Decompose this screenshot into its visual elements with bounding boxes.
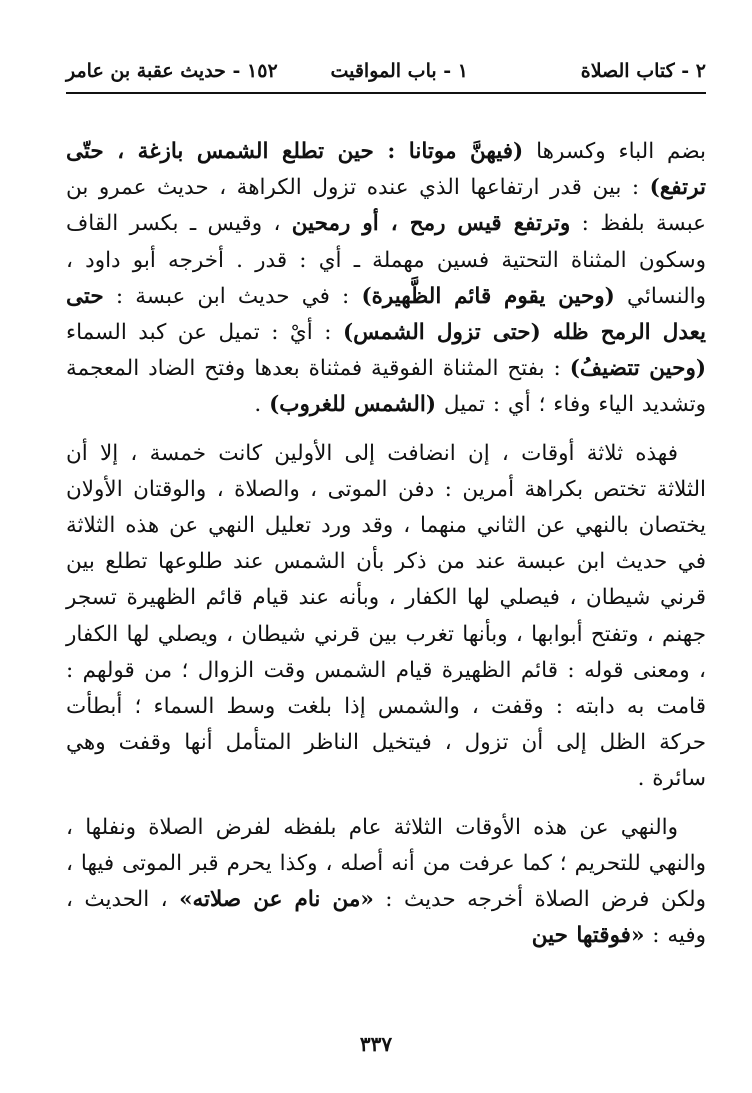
bold-quote: (فيهنَّ موتانا : حين تطلع الشمس بازغة ، حتّى ترتفع) [66, 139, 706, 201]
paragraph-2 [66, 436, 706, 798]
header-chapter: ٢ - كتاب الصلاة [580, 60, 706, 82]
bold-quote: (وحين تتضيفُ) [569, 356, 707, 382]
bold-quote: (وحين يقوم قائم الظَّهيرة) [361, 283, 615, 309]
text-run: ، الحديث ، وفيه : [66, 887, 706, 949]
header-hadith: ١٥٢ - حديث عقبة بن عامر [66, 60, 278, 82]
text-run: : بين قدر ارتفاعها الذي عنده تزول الكراهة ، حديث عمرو بن عبسة بلفظ : [66, 175, 707, 237]
text-run: . [254, 392, 270, 418]
header-rule [66, 92, 706, 94]
paragraph-3 [66, 810, 706, 955]
bold-quote: وترتفع قيس رمح ، أو رمحين [291, 211, 571, 237]
text-run: : في حديث ابن عبسة : [103, 283, 362, 309]
bold-quote: «من نام عن صلاته» [179, 887, 374, 913]
header-section: ١ - باب المواقيت [330, 60, 468, 82]
text-run: : بفتح المثناة الفوقية فمثناة بعدها وفتح الضاد المعجمة وتشديد الياء وفاء ؛ أي : تميل [66, 356, 706, 418]
text-run: ، وقيس ـ بكسر القاف وسكون المثناة التحتية فسين مهملة ـ أي : قدر . أخرجه أبو داود ، والنسائي [66, 211, 706, 309]
bold-quote: حتى يعدل الرمح ظله (حتى تزول الشمس) [66, 283, 707, 346]
bold-quote: «فوقتها حين [531, 923, 645, 949]
bold-quote: (الشمس للغروب) [269, 392, 436, 418]
text-run: والنهي عن هذه الأوقات الثلاثة عام بلفظه لفرض الصلاة ونفلها ، والنهي للتحريم ؛ كما عرفت من أنه أصله ، وكذا يحرم قبر الموتى فيها ، ولكن فرض الصلاة أخرجه حديث : [66, 814, 706, 913]
page-number: ٣٣٧ [359, 1032, 393, 1056]
running-header [66, 58, 706, 92]
text-run: فهذه ثلاثة أوقات ، إن انضافت إلى الأولين كانت خمسة ، إلا أن الثلاثة تختص بكراهة أمرين : دفن الموتى ، والصلاة ، والوقتان الأولان يختصان بالنهي عن الثاني منهما ، وقد ورد تعليل النهي عن هذه الثلاثة في حديث ابن عبسة عند من ذكر بأن الشمس عند طلوعها تطلع بين قرني شيطان ، فيصلي لها الكفار ، وبأنه عند قيام قائم الظهيرة تسجر جهنم ، وتفتح أبوابها ، وبأنها تغرب بين قرني شيطان ، ويصلي لها الكفار ، ومعنى قوله : قائم الظهيرة قيام الشمس وقت الزوال ؛ من قولهم : قامت به دابته : وقفت ، والشمس إذا بلغت وسط السماء ؛ أبطأت حركة الظل إلى أن تزول ، فيتخيل الناظر المتأمل أنها وقفت وهي سائرة . [66, 440, 706, 792]
text-run: : أيْ : تميل عن كبد السماء [66, 320, 343, 346]
body-text [66, 134, 706, 954]
text-run: بضم الباء وكسرها [523, 139, 706, 164]
paragraph-1 [66, 134, 706, 424]
